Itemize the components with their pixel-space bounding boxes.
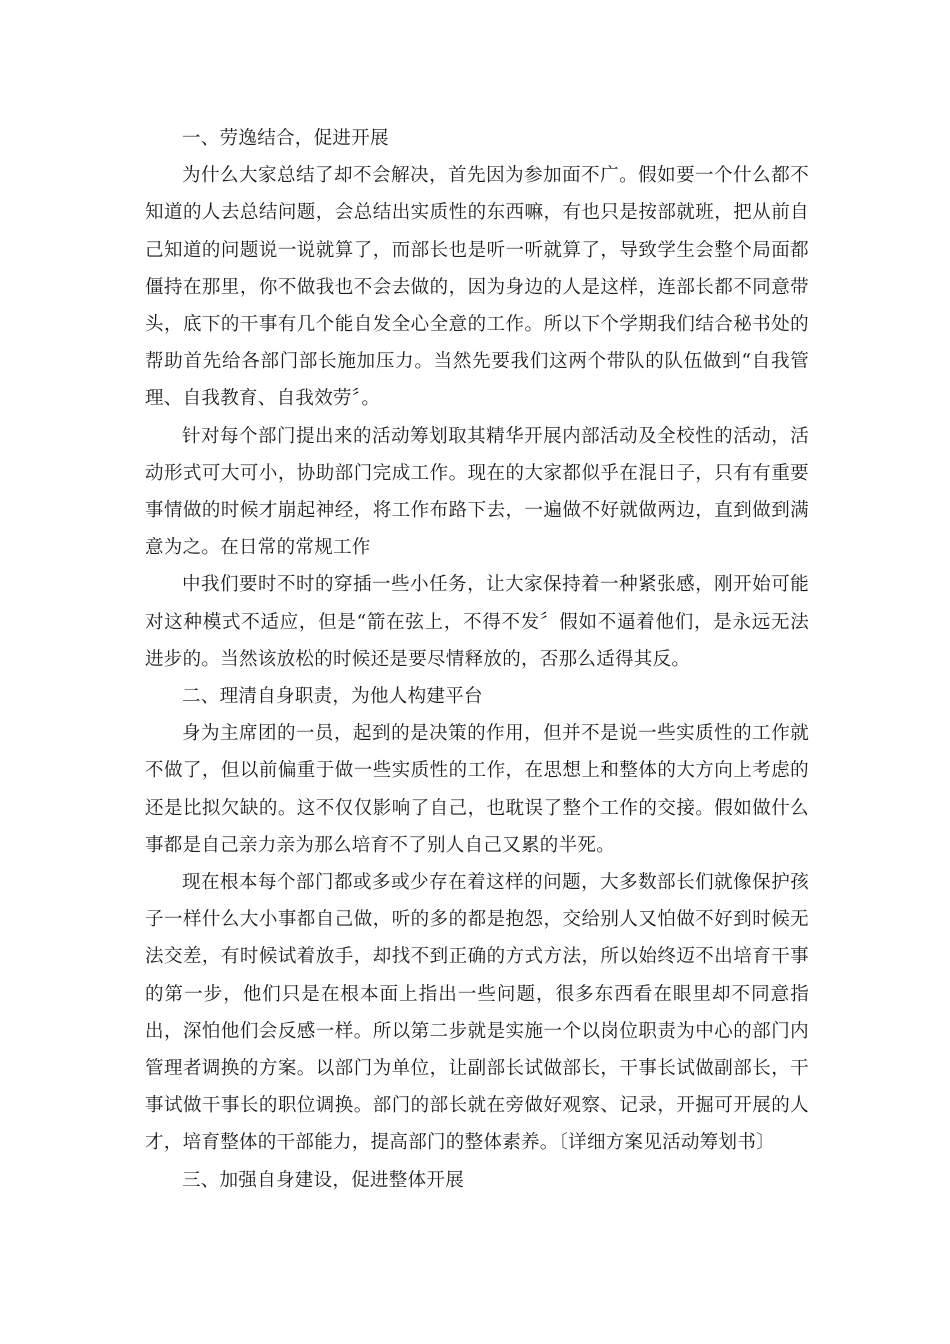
paragraph-3: 中我们要时不时的穿插一些小任务，让大家保持着一种紧张感，刚开始可能对这种模式不适应，但是“箭在弦上，不得不发〞假如不逼着他们，是永远无法进步的。当然该放松的时候还是要尽情释放的，否那么适得其反。 <box>145 574 809 670</box>
section-heading-3: 三、加强自身建设，促进整体开展 <box>182 1169 465 1191</box>
paragraph-2: 针对每个部门提出来的活动筹划取其精华开展内部活动及全校性的活动，活动形式可大可小，协助部门完成工作。现在的大家都似乎在混日子，只有有重要事情做的时候才崩起神经，将工作布路下去，一遍做不好就做两边，直到做到满意为之。在日常的常规工作 <box>145 425 809 559</box>
paragraph-4: 身为主席团的一员，起到的是决策的作用，但并不是说一些实质性的工作就不做了，但以前偏重于做一些实质性的工作，在思想上和整体的大方向上考虑的还是比拟欠缺的。这不仅仅影响了自己，也耽误了整个工作的交接。假如做什么事都是自己亲力亲为那么培育不了别人自己又累的半死。 <box>145 723 809 856</box>
section-heading-2: 二、理清自身职责，为他人构建平台 <box>182 686 483 708</box>
section-heading-1: 一、劳逸结合，促进开展 <box>182 128 389 149</box>
paragraph-1: 为什么大家总结了却不会解决，首先因为参加面不广。假如要一个什么都不知道的人去总结问题，会总结出实质性的东西嘛，有也只是按部就班，把从前自己知道的问题说一说就算了，而部长也是听一听就算了，导致学生会整个局面都僵持在那里，你不做我也不会去做的，因为身边的人是这样，连部长都不同意带头，底下的干事有几个能自发全心全意的工作。所以下个学期我们结合秘书处的帮助首先给各部门部长施加压力。当然先要我们这两个带队的队伍做到“自我管理、自我教育、自我效劳〞。 <box>145 165 809 410</box>
paragraph-5: 现在根本每个部门都或多或少存在着这样的问题，大多数部长们就像保护孩子一样什么大小事都自己做，听的多的都是抱怨，交给别人又怕做不好到时候无法交差，有时候试着放手，却找不到正确的方式方法，所以始终迈不出培育干事的第一步，他们只是在根本面上指出一些问题，很多东西看在眼里却不同意指出，深怕他们会反感一样。所以第二步就是实施一个以岗位职责为中心的部门内管理者调换的方案。以部门为单位，让副部长试做部长，干事长试做副部长，干事试做干事长的职位调换。部门的部长就在旁做好观察、记录，开掘可开展的人才，培育整体的干部能力，提高部门的整体素养。〔详细方案见活动筹划书〕 <box>145 872 809 1154</box>
document-page <box>145 120 809 1199</box>
